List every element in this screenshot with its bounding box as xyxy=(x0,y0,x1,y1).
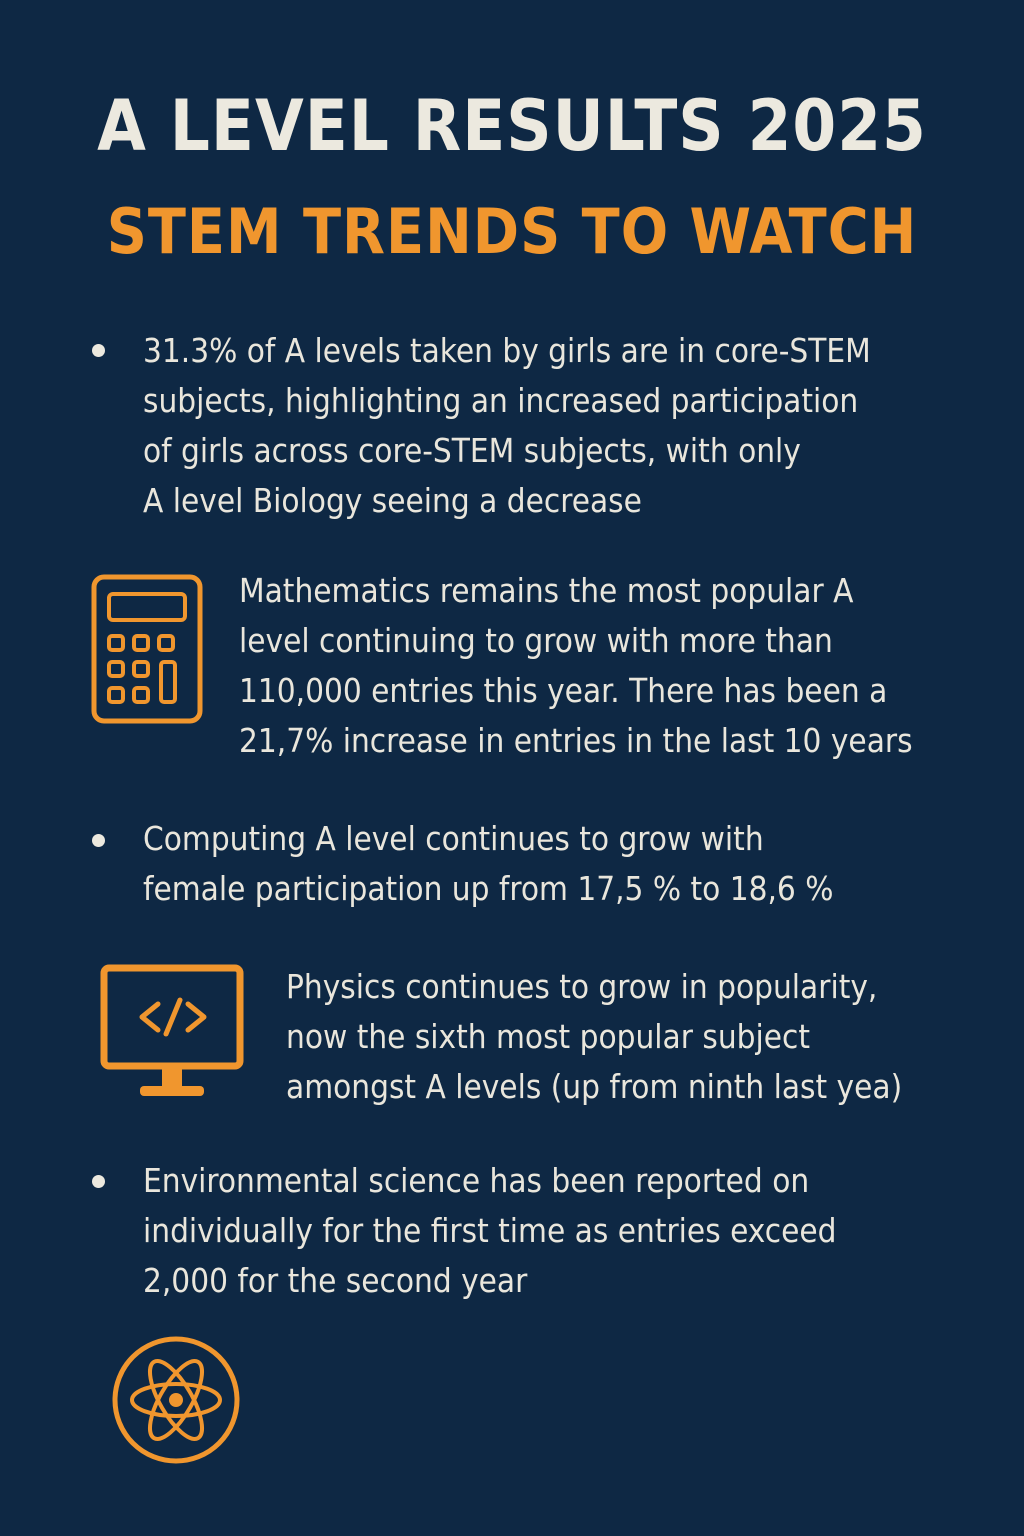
trend-item-physics: Physics continues to grow in popularity, now the sixth most popular subject amongst A levels (up from ninth last yea) xyxy=(286,967,903,1106)
trend-item-computing: Computing A level continues to grow with female participation up from 17,5 % to 18,6 % xyxy=(143,819,834,908)
calculator-icon xyxy=(91,574,203,724)
computer-code-icon xyxy=(100,964,244,1100)
trend-item-girls-stem: 31.3% of A levels taken by girls are in core-STEM subjects, highlighting an increased participation of girls across core-STEM subjects, with only A level Biology seeing a decrease xyxy=(143,331,871,520)
page-title: A LEVEL RESULTS 2025 xyxy=(97,85,927,167)
trend-item-mathematics: Mathematics remains the most popular A level continuing to grow with more than 110,000 entries this year. There has been a 21,7% increase in entries in the last 10 years xyxy=(239,571,913,760)
bullet-point-icon xyxy=(92,834,105,847)
bullet-point-icon xyxy=(92,1175,105,1188)
trend-item-environmental-science: Environmental science has been reported on individually for the first time as entries exceed 2,000 for the second year xyxy=(143,1161,837,1300)
page-subtitle: STEM TRENDS TO WATCH xyxy=(106,195,918,268)
bullet-point-icon xyxy=(92,344,105,357)
atom-icon xyxy=(110,1334,242,1466)
